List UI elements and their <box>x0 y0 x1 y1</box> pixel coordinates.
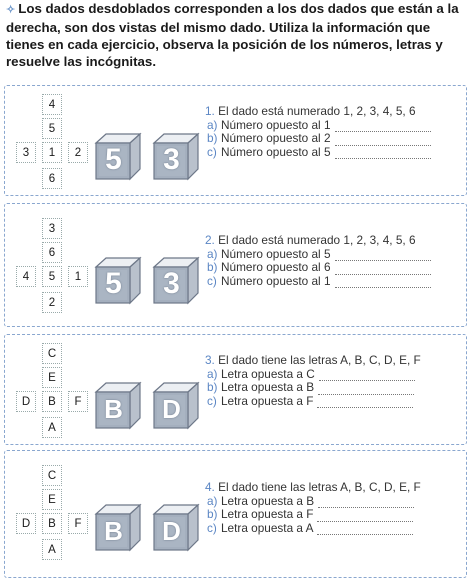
bullet-icon: ✧ <box>6 4 16 16</box>
sub-question-text: Letra opuesta a F <box>221 393 314 408</box>
net-cell-top1: 4 <box>42 94 62 115</box>
exercise-panel-3 <box>4 334 467 445</box>
die-front-face-label: 5 <box>105 143 122 176</box>
net-cell-top1: 3 <box>42 218 62 239</box>
net-cell-top2: 5 <box>42 118 62 139</box>
sub-question <box>205 275 431 289</box>
answer-blank[interactable] <box>335 264 431 275</box>
sub-question <box>205 508 421 522</box>
net-cell-center: 1 <box>42 142 62 163</box>
question-block <box>205 481 421 535</box>
question-block <box>205 234 431 288</box>
sub-question-letter: b) <box>207 131 218 145</box>
net-cell-top1: C <box>42 343 62 364</box>
sub-question-letter: b) <box>207 507 218 521</box>
exercise-panel-1 <box>4 85 467 196</box>
question-title <box>205 234 431 248</box>
question-number: 2. <box>205 233 215 247</box>
exercise-panel-2 <box>4 203 467 327</box>
instructions <box>6 0 468 70</box>
question-text: El dado tiene las letras A, B, C, D, E, F <box>218 480 421 494</box>
die-view-2 <box>151 255 201 307</box>
die-view-1 <box>93 255 143 307</box>
sub-question-text: Letra opuesta a B <box>221 493 315 508</box>
net-cell-center: B <box>42 513 62 534</box>
answer-blank[interactable] <box>335 135 431 146</box>
net-cell-left: D <box>16 391 36 412</box>
sub-question-letter: c) <box>207 144 217 159</box>
net-cell-right: F <box>68 513 88 534</box>
instructions-text: Los dados desdoblados corresponden a los dos dados que están a la derecha, son dos vistas del mismo dado. Utiliza la información que tienes en cada ejercicio, observa la posición de los números, letras y resuelve las incógnitas. <box>6 1 459 69</box>
die-view-2 <box>151 131 201 183</box>
answer-blank[interactable] <box>319 370 415 381</box>
net-cell-center: 5 <box>42 266 62 287</box>
net-cell-center: B <box>42 391 62 412</box>
die-view-2 <box>151 502 201 554</box>
die-front-face-label: B <box>104 394 123 424</box>
net-cell-right: 2 <box>68 142 88 163</box>
sub-question <box>205 261 431 275</box>
net-cell-bottom: 6 <box>42 168 62 189</box>
sub-question-text: Número opuesto al 5 <box>221 144 331 159</box>
die-front-face-label: 5 <box>105 267 122 300</box>
sub-question <box>205 381 421 395</box>
sub-question-letter: a) <box>207 117 218 132</box>
sub-question <box>205 368 421 382</box>
sub-question-letter: a) <box>207 493 218 508</box>
net-cell-bottom: A <box>42 417 62 438</box>
sub-question-letter: c) <box>207 273 217 288</box>
net-cell-top2: 6 <box>42 242 62 263</box>
sub-question <box>205 495 421 509</box>
net-cell-left: 4 <box>16 266 36 287</box>
question-text: El dado está numerado 1, 2, 3, 4, 5, 6 <box>218 104 416 118</box>
sub-question-letter: a) <box>207 246 218 261</box>
die-view-1 <box>93 502 143 554</box>
answer-blank[interactable] <box>317 397 413 408</box>
question-title <box>205 481 421 495</box>
question-number: 3. <box>205 353 215 367</box>
sub-question-text: Número opuesto al 1 <box>221 117 331 132</box>
sub-question-letter: c) <box>207 520 217 535</box>
answer-blank[interactable] <box>335 148 431 159</box>
sub-question <box>205 119 431 133</box>
sub-question <box>205 522 421 536</box>
exercise-panel-4 <box>4 450 467 578</box>
sub-question-text: Letra opuesta a B <box>221 380 315 394</box>
sub-question-text: Número opuesto al 1 <box>221 273 331 288</box>
sub-question <box>205 132 431 146</box>
answer-blank[interactable] <box>335 277 431 288</box>
sub-question-text: Número opuesto al 6 <box>221 260 331 274</box>
sub-question-text: Número opuesto al 2 <box>221 131 331 145</box>
net-cell-left: D <box>16 513 36 534</box>
sub-question <box>205 395 421 409</box>
sub-question-text: Letra opuesta a F <box>221 507 314 521</box>
question-title <box>205 105 431 119</box>
sub-question-text: Número opuesto al 5 <box>221 246 331 261</box>
net-cell-top2: E <box>42 367 62 388</box>
question-block <box>205 105 431 159</box>
question-text: El dado tiene las letras A, B, C, D, E, F <box>218 353 421 367</box>
question-number: 1. <box>205 104 215 118</box>
net-cell-bottom: 2 <box>42 292 62 313</box>
die-front-face-label: 3 <box>163 267 180 300</box>
answer-blank[interactable] <box>318 497 414 508</box>
net-cell-bottom: A <box>42 539 62 560</box>
net-cell-right: 1 <box>68 266 88 287</box>
question-title <box>205 354 421 368</box>
sub-question <box>205 146 431 160</box>
answer-blank[interactable] <box>317 511 413 522</box>
sub-question-text: Letra opuesta a A <box>221 520 314 535</box>
net-cell-top2: E <box>42 489 62 510</box>
die-view-2 <box>151 380 201 432</box>
net-cell-top1: C <box>42 465 62 486</box>
net-cell-right: F <box>68 391 88 412</box>
die-front-face-label: D <box>162 394 181 424</box>
answer-blank[interactable] <box>318 384 414 395</box>
sub-question-letter: b) <box>207 260 218 274</box>
die-front-face-label: B <box>104 516 123 546</box>
sub-question-letter: b) <box>207 380 218 394</box>
answer-blank[interactable] <box>317 524 413 535</box>
answer-blank[interactable] <box>335 250 431 261</box>
die-front-face-label: D <box>162 516 181 546</box>
die-view-1 <box>93 131 143 183</box>
question-text: El dado está numerado 1, 2, 3, 4, 5, 6 <box>218 233 416 247</box>
answer-blank[interactable] <box>335 121 431 132</box>
net-cell-left: 3 <box>16 142 36 163</box>
question-number: 4. <box>205 480 215 494</box>
question-block <box>205 354 421 408</box>
die-front-face-label: 3 <box>163 143 180 176</box>
sub-question <box>205 248 431 262</box>
die-view-1 <box>93 380 143 432</box>
sub-question-letter: a) <box>207 366 218 381</box>
sub-question-text: Letra opuesta a C <box>221 366 315 381</box>
sub-question-letter: c) <box>207 393 217 408</box>
